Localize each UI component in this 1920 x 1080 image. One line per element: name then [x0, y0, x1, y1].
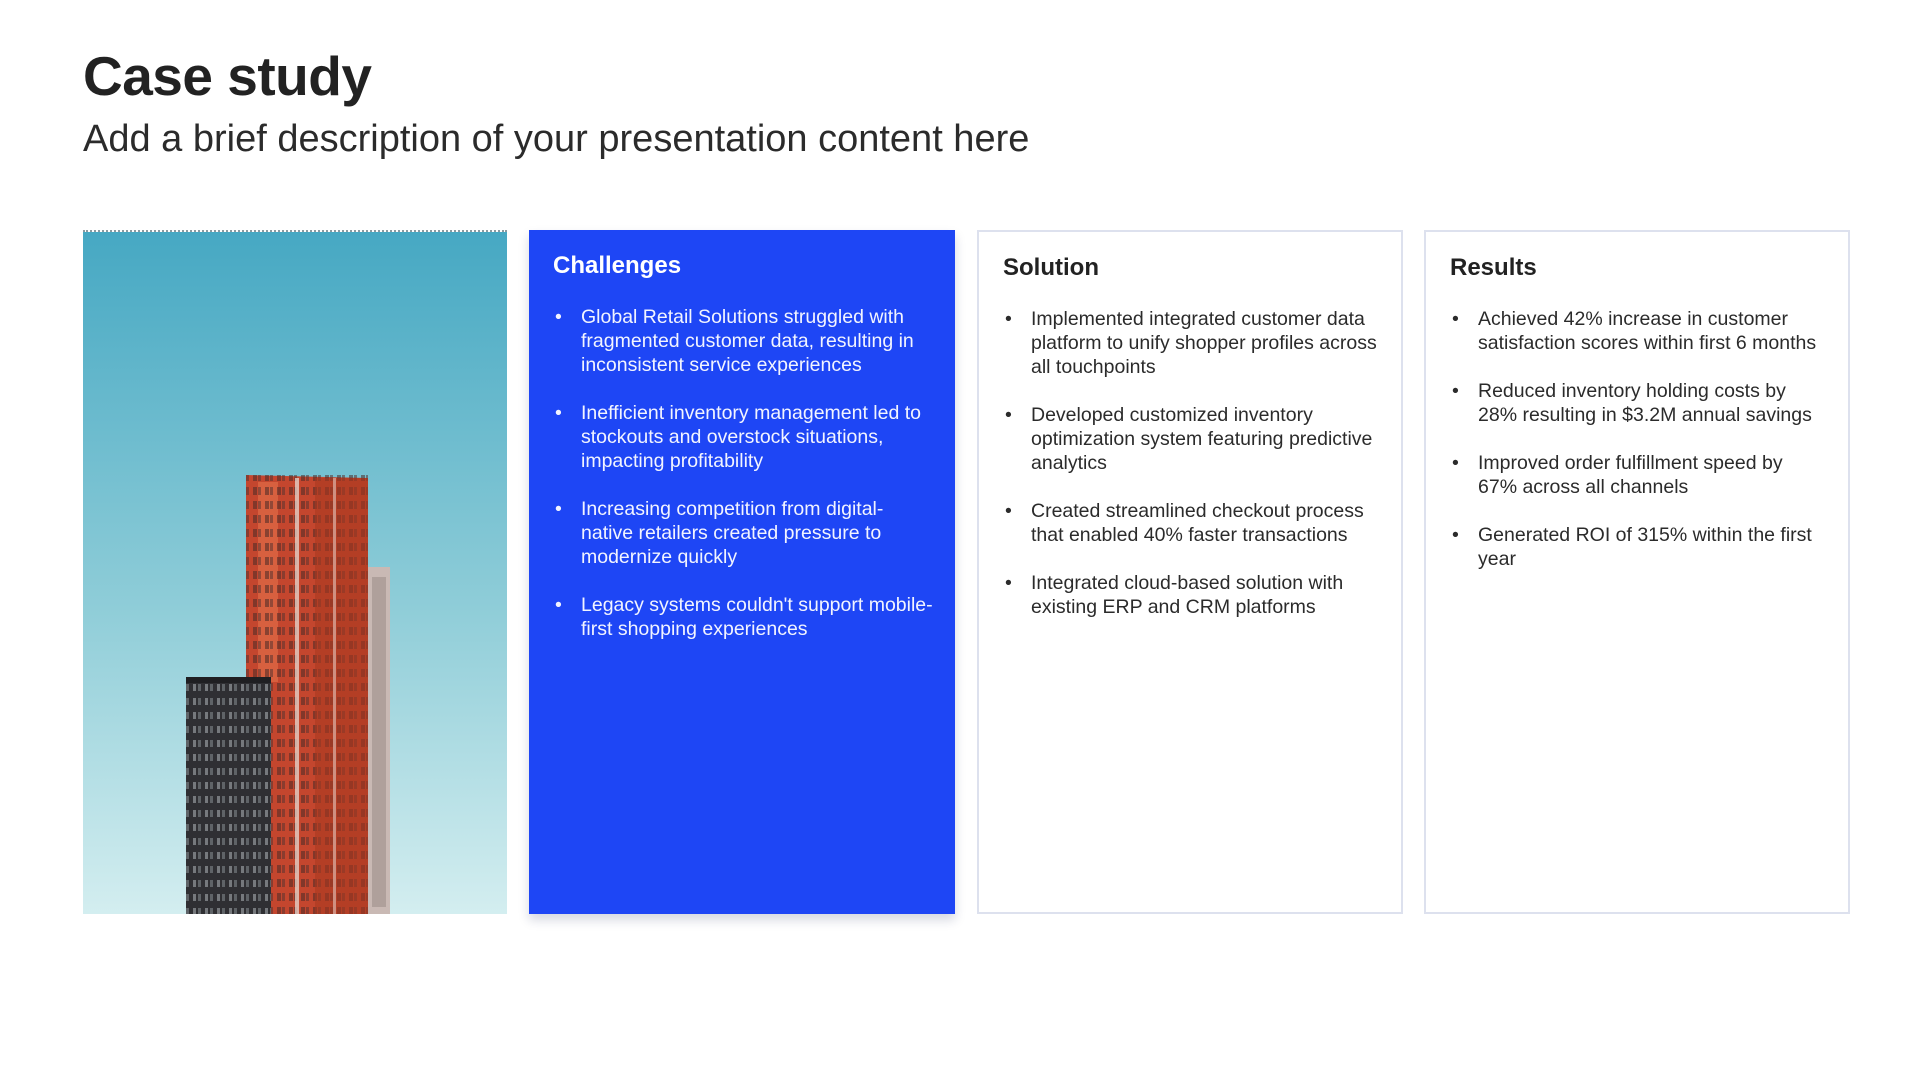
list-item: • Global Retail Solutions struggled with fragmented customer data, resulting in inconsistent service experiences	[581, 305, 933, 377]
skyscraper-photo-icon	[83, 232, 507, 914]
challenges-list	[553, 305, 933, 641]
solution-title: Solution	[1003, 254, 1099, 281]
list-item: • Legacy systems couldn't support mobile-first shopping experiences	[581, 593, 933, 641]
solution-list	[1003, 307, 1379, 619]
challenges-title: Challenges	[553, 252, 682, 279]
list-item: • Achieved 42% increase in customer satisfaction scores within first 6 months	[1478, 307, 1826, 355]
list-item: • Inefficient inventory management led to stockouts and overstock situations, impacting profitability	[581, 401, 933, 473]
list-item: • Generated ROI of 315% within the first year	[1478, 523, 1826, 571]
building-photo	[83, 230, 507, 914]
list-item: • Improved order fulfillment speed by 67% across all channels	[1478, 451, 1826, 499]
results-list	[1450, 307, 1826, 571]
results-title: Results	[1450, 254, 1537, 281]
slide-subtitle: Add a brief description of your presentation content here	[83, 118, 1030, 160]
results-card	[1424, 230, 1850, 914]
list-item: • Reduced inventory holding costs by 28% resulting in $3.2M annual savings	[1478, 379, 1826, 427]
list-item: • Increasing competition from digital-native retailers created pressure to modernize quickly	[581, 497, 933, 569]
list-item: • Created streamlined checkout process that enabled 40% faster transactions	[1031, 499, 1379, 547]
list-item: • Developed customized inventory optimization system featuring predictive analytics	[1031, 403, 1379, 475]
list-item: • Integrated cloud-based solution with existing ERP and CRM platforms	[1031, 571, 1379, 619]
solution-card	[977, 230, 1403, 914]
challenges-card	[529, 230, 955, 914]
list-item: • Implemented integrated customer data platform to unify shopper profiles across all touchpoints	[1031, 307, 1379, 379]
slide-title: Case study	[83, 45, 372, 107]
